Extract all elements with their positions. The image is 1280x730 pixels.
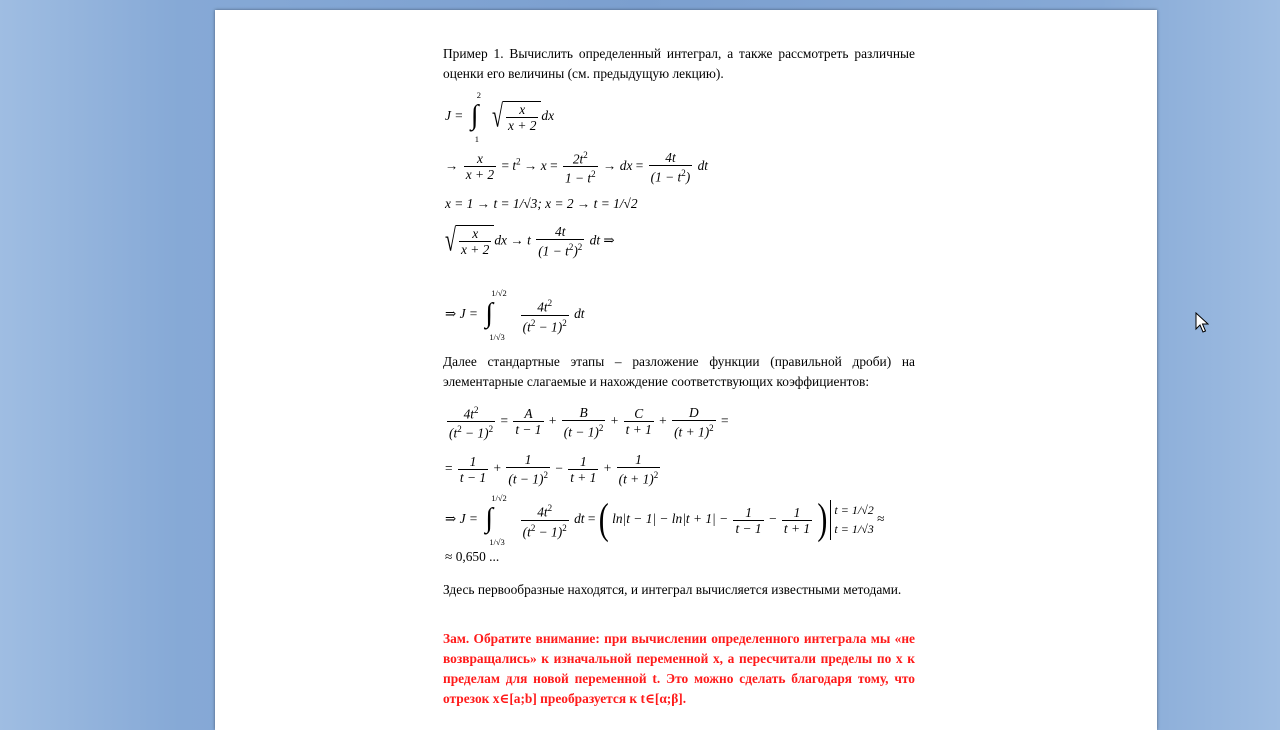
- sup-2: 2: [474, 405, 479, 415]
- formula-j-integral: [445, 288, 585, 342]
- sup-2: 2: [562, 317, 567, 328]
- dt-label: dt: [574, 511, 585, 527]
- dx-label: dx: [619, 158, 633, 174]
- dt-label: dt: [589, 232, 601, 248]
- coef-d: D: [672, 405, 716, 421]
- frac-den-rest: − 1): [461, 425, 489, 441]
- integral-lower-limit: 1/√3: [489, 332, 505, 342]
- integral-lower-limit: 1/√3: [489, 537, 505, 547]
- frac-num: 1: [617, 452, 661, 468]
- frac-den: t + 1: [625, 422, 652, 438]
- frac-den: (t + 1): [618, 471, 654, 487]
- dx-label: dx: [541, 108, 555, 124]
- formula-j-label: J =: [459, 511, 478, 527]
- intro-paragraph: Пример 1. Вычислить определенный интеграл, а также рассмотреть различные оценки его величины (см. предыдущую лекцию).: [443, 46, 915, 81]
- integral-lower-limit: 1: [474, 134, 479, 144]
- implies-symbol: ⇒: [603, 232, 615, 248]
- frac-den-rest: − 1): [535, 523, 563, 539]
- sup-2: 2: [547, 298, 553, 309]
- frac-num: 4t: [463, 406, 474, 422]
- dt-label: dt: [697, 158, 709, 174]
- mid-paragraph: Далее стандартные этапы – разложение функции (правильной дроби) на элементарные слагаемые и нахождение соответствующих коэффициентов:: [443, 354, 915, 389]
- frac-den: t − 1: [459, 469, 487, 485]
- frac-den: 1 − t: [564, 170, 592, 186]
- antideriv-paragraph: Здесь первообразные находятся, и интеграл вычисляется известными методами.: [443, 582, 902, 597]
- frac-den: x + 2: [465, 167, 495, 183]
- integral-upper-limit: 1/√2: [491, 288, 507, 298]
- implies-symbol: ⇒: [445, 511, 457, 527]
- sup-2: 2: [543, 470, 548, 480]
- frac-den: (1 − t: [650, 169, 682, 185]
- eq-sign: =: [445, 460, 453, 476]
- frac-num: x: [459, 226, 491, 242]
- plus-sign: +: [548, 413, 557, 429]
- arrow-symbol: →: [445, 158, 459, 174]
- frac-num: x: [464, 151, 496, 167]
- frac-num: 2t: [572, 151, 584, 167]
- integral-upper-limit: 1/√2: [491, 493, 507, 503]
- frac-den: (t − 1): [508, 471, 544, 487]
- frac-den: (t + 1): [674, 424, 710, 440]
- sup-2: 2: [530, 317, 536, 328]
- formula-j-label: J =: [459, 306, 478, 322]
- eval-upper: t = 1/√2: [834, 503, 874, 517]
- eq-sign: =: [721, 413, 729, 429]
- ln-terms: ln|t − 1| − ln|t + 1| −: [612, 511, 729, 527]
- dt-label: dt: [574, 306, 585, 322]
- formula-decomposition: [445, 452, 662, 486]
- frac-den-rest: − 1): [535, 318, 563, 334]
- frac-den: t − 1: [515, 422, 542, 438]
- frac-den: (t: [522, 523, 531, 539]
- sup-2: 2: [547, 503, 553, 514]
- frac-num: 1: [506, 452, 550, 468]
- frac-den: t + 1: [570, 469, 597, 485]
- frac-num: 1: [733, 505, 763, 521]
- frac-num: 4t: [537, 504, 548, 520]
- plus-sign: +: [603, 460, 612, 476]
- formula-limits: x = 1 → t = 1/√3; x = 2 → t = 1/√2: [445, 196, 638, 211]
- frac-den: (t − 1): [563, 424, 599, 440]
- sup-2: 2: [568, 242, 574, 252]
- plus-sign: +: [659, 413, 667, 429]
- formula-evaluation: ⇒ J = ∫ 1/√2 1/√3 $\frac{4t^2}{(t^2 - 1)^2}$ dt = ( ln|t − 1| − ln|t + 1| − $\frac{1}{t - 1}$ − $\frac{1}{t + 1}$ ) t = 1/√2 t = 1/√3 ≈: [445, 493, 885, 547]
- frac-num: 4t: [536, 224, 584, 240]
- eq-sign: =: [550, 158, 558, 174]
- sup-2: 2: [457, 424, 462, 435]
- sup-2: 2: [598, 422, 604, 433]
- mid-paragraph-block: [443, 352, 915, 392]
- paren: ): [573, 243, 578, 259]
- eq-sign: =: [587, 511, 596, 527]
- formula-integral-definition: J = ∫ 2 1 √ $\frac{x}{x + 2}$ dx: [445, 90, 555, 144]
- note-block: [443, 629, 915, 709]
- sup-2: 2: [591, 169, 596, 180]
- integral-sign: ∫ 1/√2 1/√3: [485, 493, 507, 547]
- frac-num: 4t: [537, 299, 548, 315]
- sup-2: 2: [562, 522, 567, 533]
- sup-2: 2: [709, 422, 714, 433]
- eval-lower: t = 1/√3: [834, 522, 874, 536]
- minus-sign: −: [768, 511, 777, 527]
- frac-den: x + 2: [508, 118, 537, 133]
- arrow-symbol: →: [603, 158, 617, 174]
- arrow-symbol: →: [510, 232, 524, 248]
- formula-transform: √ $\frac{x}{x + 2}$ dx → t $\frac{4t}{(1 - t^2)^2}$ dt ⇒: [445, 223, 615, 259]
- frac-den: (t: [449, 425, 458, 441]
- frac-num: x: [506, 102, 538, 118]
- frac-den: t + 1: [783, 520, 811, 536]
- plus-sign: +: [610, 413, 619, 429]
- implies-symbol: ⇒: [445, 306, 457, 322]
- dx-label: dx: [494, 232, 507, 248]
- eq-sign: =: [500, 413, 508, 429]
- note-paragraph: Зам. Обратите внимание: при вычислении определенного интеграла мы «не возвращались» к изначальной переменной x, а пересчитали пределы по x к пределам для новой переменной t. Это можно сделать благодаря тому, что отрезок x∈[a;b] преобразуется к t∈[α;β].: [443, 631, 915, 706]
- formula-substitution: [445, 148, 708, 186]
- mouse-pointer-icon: [1195, 312, 1209, 334]
- var-t: t: [527, 232, 531, 248]
- integral-sign: ∫ 2 1: [470, 90, 481, 144]
- plus-sign: +: [493, 460, 501, 476]
- sup-2: 2: [653, 470, 659, 480]
- arrow-symbol: →: [524, 158, 538, 174]
- formula-j-label: J =: [445, 108, 464, 124]
- coef-c: C: [624, 406, 654, 422]
- paren: ): [685, 169, 691, 185]
- frac-den: t − 1: [735, 520, 762, 536]
- formula-partial-fractions: [445, 403, 729, 441]
- eq-sign: =: [635, 158, 644, 174]
- integral-upper-limit: 2: [476, 90, 481, 100]
- sup-2: 2: [488, 424, 494, 435]
- var-t: t: [512, 158, 517, 174]
- var-x: x: [540, 158, 547, 174]
- integral-sign: ∫ 1/√2 1/√3: [485, 288, 507, 342]
- frac-den: x + 2: [460, 242, 490, 258]
- document-body: [443, 44, 915, 84]
- eq-sign: =: [501, 158, 510, 174]
- coef-b: B: [562, 405, 606, 421]
- sup-2: 2: [583, 150, 588, 160]
- sup-2: 2: [577, 242, 583, 252]
- coef-a: A: [513, 406, 543, 422]
- minus-sign: −: [555, 460, 563, 476]
- frac-den: (1 − t: [538, 243, 569, 259]
- frac-num: 1: [458, 454, 488, 470]
- frac-num: 4t: [649, 150, 693, 166]
- sup-2: 2: [516, 156, 521, 167]
- approx-sign: ≈: [877, 511, 885, 527]
- frac-num: 1: [782, 505, 812, 521]
- result-value: ≈ 0,650 ...: [445, 549, 500, 564]
- frac-den: (t: [522, 318, 531, 334]
- antideriv-block: [443, 580, 915, 600]
- frac-num: 1: [568, 454, 598, 470]
- sup-2: 2: [681, 167, 686, 178]
- sup-2: 2: [530, 522, 536, 533]
